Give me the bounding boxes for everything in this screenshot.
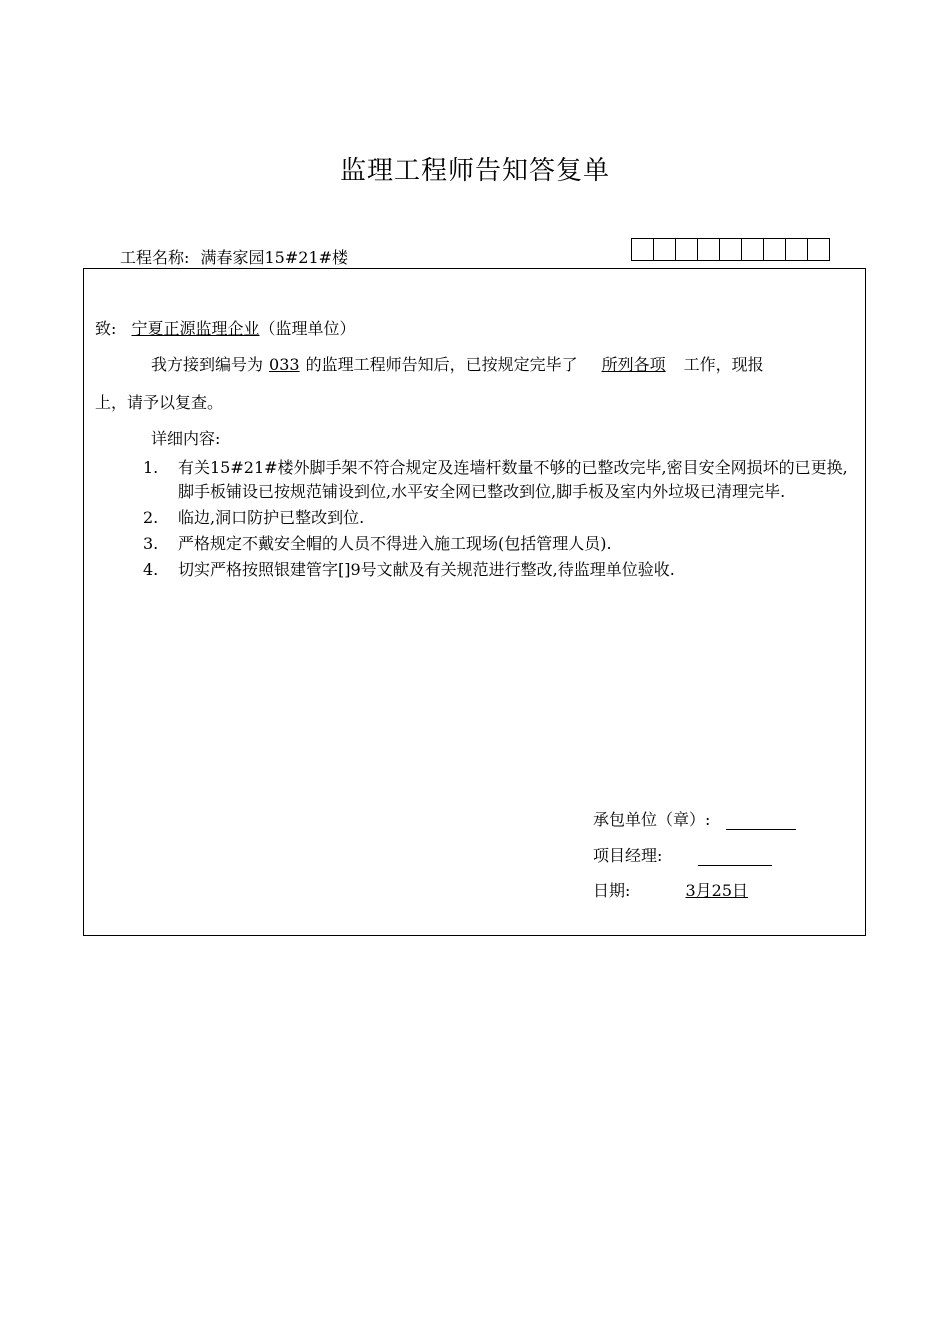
contractor-blank <box>726 813 796 830</box>
recipient-line <box>95 316 356 339</box>
serial-box <box>764 239 786 260</box>
items-done: 所列各项 <box>601 355 666 374</box>
body-paragraph-line2: 上，请予以复查。 <box>95 393 224 412</box>
date-line <box>593 878 754 901</box>
notice-number: 033 <box>269 355 300 374</box>
date-label: 日期: <box>593 881 631 900</box>
body-text: 的监理工程师告知后，已按规定完毕了 <box>305 355 578 374</box>
serial-box <box>720 239 742 260</box>
body-text: 我方接到编号为 <box>151 355 264 374</box>
manager-line <box>593 843 772 866</box>
list-item: 1. 有关15#21#楼外脚手架不符合规定及连墙杆数量不够的已整改完毕,密目安全网损坏的已更换,脚手板铺设已按规范铺设到位,水平安全网已整改到位,脚手板及室内外垃圾已清理完毕. <box>143 458 848 501</box>
serial-box <box>742 239 764 260</box>
manager-blank <box>698 849 772 866</box>
serial-box <box>676 239 698 260</box>
list-item: 3. 严格规定不戴安全帽的人员不得进入施工现场(包括管理人员). <box>143 534 612 553</box>
serial-box <box>654 239 676 260</box>
recipient-suffix: （监理单位） <box>259 319 356 338</box>
serial-box <box>698 239 720 260</box>
serial-box <box>808 239 830 260</box>
serial-box <box>632 239 654 260</box>
contractor-label: 承包单位（章）: <box>593 810 711 829</box>
recipient-prefix: 致: <box>95 319 117 338</box>
manager-label: 项目经理: <box>593 846 663 865</box>
list-item: 2. 临边,洞口防护已整改到位. <box>143 508 365 527</box>
project-label: 工程名称: <box>120 248 190 267</box>
detail-label: 详细内容: <box>151 429 221 448</box>
recipient-company: 宁夏正源监理企业 <box>131 319 260 338</box>
detail-list <box>143 456 858 584</box>
serial-number-boxes <box>631 238 830 261</box>
contractor-line <box>593 807 796 830</box>
date-value: 3月25日 <box>685 881 749 900</box>
list-item: 4. 切实严格按照银建管字[]9号文献及有关规范进行整改,待监理单位验收. <box>143 560 675 579</box>
page-title: 监理工程师告知答复单 <box>339 156 610 186</box>
project-name: 满春家园15#21#楼 <box>200 248 349 267</box>
body-text: 工作，现报 <box>683 355 764 374</box>
project-line <box>120 245 348 268</box>
body-paragraph-line1 <box>151 352 764 375</box>
serial-box <box>786 239 808 260</box>
